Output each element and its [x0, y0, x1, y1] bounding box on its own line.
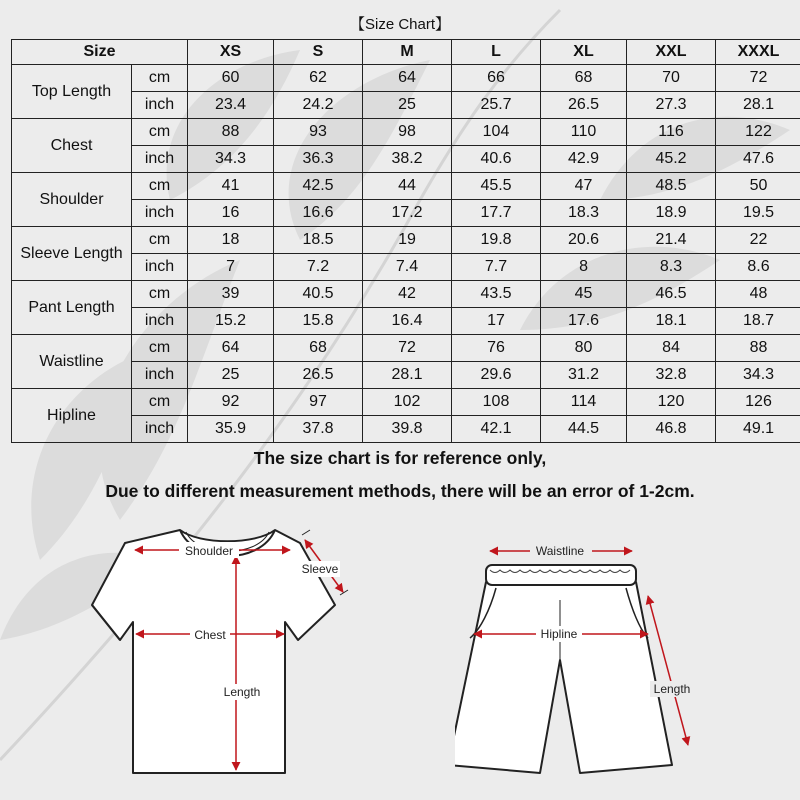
size-header: XXL: [627, 40, 716, 65]
table-cell: 41: [188, 173, 274, 200]
table-cell: 68: [541, 65, 627, 92]
unit-label: cm: [132, 119, 188, 146]
table-cell: 8.6: [716, 254, 800, 281]
table-cell: 19.5: [716, 200, 800, 227]
table-cell: 104: [452, 119, 541, 146]
hipline-label: Hipline: [540, 627, 578, 641]
table-cell: 27.3: [627, 92, 716, 119]
measurement-label: Chest: [12, 119, 132, 173]
table-cell: 84: [627, 335, 716, 362]
table-cell: 28.1: [363, 362, 452, 389]
measurement-label: Waistline: [12, 335, 132, 389]
table-cell: 45: [541, 281, 627, 308]
table-cell: 7.4: [363, 254, 452, 281]
table-cell: 47: [541, 173, 627, 200]
table-cell: 68: [274, 335, 363, 362]
table-cell: 8.3: [627, 254, 716, 281]
table-cell: 16.6: [274, 200, 363, 227]
table-cell: 92: [188, 389, 274, 416]
tshirt-diagram: [80, 520, 370, 800]
table-cell: 28.1: [716, 92, 800, 119]
table-cell: 7.7: [452, 254, 541, 281]
tshirt-outline: [92, 530, 335, 773]
unit-label: inch: [132, 362, 188, 389]
table-cell: 42.9: [541, 146, 627, 173]
size-header-row: [12, 40, 800, 65]
table-row: [12, 389, 800, 416]
table-cell: 36.3: [274, 146, 363, 173]
chest-label: Chest: [194, 628, 226, 642]
unit-label: inch: [132, 416, 188, 443]
table-cell: 18.9: [627, 200, 716, 227]
table-row: [12, 227, 800, 254]
table-cell: 26.5: [541, 92, 627, 119]
table-cell: 20.6: [541, 227, 627, 254]
table-cell: 62: [274, 65, 363, 92]
table-cell: 22: [716, 227, 800, 254]
size-header: S: [274, 40, 363, 65]
table-cell: 25: [363, 92, 452, 119]
unit-label: inch: [132, 254, 188, 281]
measurement-label: Top Length: [12, 65, 132, 119]
unit-label: cm: [132, 335, 188, 362]
table-cell: 102: [363, 389, 452, 416]
shorts-length-label: Length: [653, 682, 691, 696]
table-cell: 23.4: [188, 92, 274, 119]
table-cell: 48: [716, 281, 800, 308]
table-cell: 44: [363, 173, 452, 200]
table-cell: 49.1: [716, 416, 800, 443]
table-cell: 108: [452, 389, 541, 416]
table-cell: 72: [363, 335, 452, 362]
unit-label: cm: [132, 173, 188, 200]
measurement-label: Hipline: [12, 389, 132, 443]
table-cell: 19.8: [452, 227, 541, 254]
table-cell: 7.2: [274, 254, 363, 281]
table-cell: 31.2: [541, 362, 627, 389]
unit-label: cm: [132, 389, 188, 416]
measurement-label: Shoulder: [12, 173, 132, 227]
table-cell: 43.5: [452, 281, 541, 308]
table-cell: 70: [627, 65, 716, 92]
table-cell: 88: [716, 335, 800, 362]
length-label: Length: [223, 685, 261, 699]
table-cell: 38.2: [363, 146, 452, 173]
table-cell: 18: [188, 227, 274, 254]
sleeve-label: Sleeve: [301, 562, 339, 576]
table-cell: 18.7: [716, 308, 800, 335]
table-row: [12, 335, 800, 362]
table-cell: 34.3: [716, 362, 800, 389]
table-cell: 18.1: [627, 308, 716, 335]
table-cell: 98: [363, 119, 452, 146]
size-header: M: [363, 40, 452, 65]
size-corner-label: Size: [12, 40, 188, 65]
table-cell: 50: [716, 173, 800, 200]
table-cell: 17.6: [541, 308, 627, 335]
table-cell: 7: [188, 254, 274, 281]
size-header: XS: [188, 40, 274, 65]
unit-label: cm: [132, 281, 188, 308]
size-header: XL: [541, 40, 627, 65]
table-row: [12, 281, 800, 308]
unit-label: inch: [132, 146, 188, 173]
table-cell: 64: [363, 65, 452, 92]
table-cell: 46.5: [627, 281, 716, 308]
table-cell: 8: [541, 254, 627, 281]
table-cell: 114: [541, 389, 627, 416]
table-cell: 37.8: [274, 416, 363, 443]
table-cell: 25: [188, 362, 274, 389]
table-cell: 21.4: [627, 227, 716, 254]
table-cell: 17: [452, 308, 541, 335]
table-cell: 15.8: [274, 308, 363, 335]
table-cell: 17.2: [363, 200, 452, 227]
table-cell: 18.5: [274, 227, 363, 254]
table-cell: 16.4: [363, 308, 452, 335]
table-cell: 35.9: [188, 416, 274, 443]
table-cell: 42.5: [274, 173, 363, 200]
shoulder-label: Shoulder: [184, 544, 234, 558]
table-cell: 19: [363, 227, 452, 254]
table-cell: 116: [627, 119, 716, 146]
table-cell: 18.3: [541, 200, 627, 227]
table-cell: 45.5: [452, 173, 541, 200]
chart-title: 【Size Chart】: [349, 16, 451, 33]
table-cell: 122: [716, 119, 800, 146]
table-cell: 42.1: [452, 416, 541, 443]
size-table: [11, 39, 800, 443]
table-cell: 72: [716, 65, 800, 92]
table-cell: 45.2: [627, 146, 716, 173]
table-cell: 88: [188, 119, 274, 146]
shorts-diagram: [455, 535, 705, 785]
table-cell: 29.6: [452, 362, 541, 389]
table-cell: 64: [188, 335, 274, 362]
table-cell: 110: [541, 119, 627, 146]
reference-note: The size chart is for reference only,: [253, 448, 547, 468]
table-cell: 25.7: [452, 92, 541, 119]
measurement-label: Sleeve Length: [12, 227, 132, 281]
table-cell: 34.3: [188, 146, 274, 173]
table-cell: 17.7: [452, 200, 541, 227]
table-cell: 97: [274, 389, 363, 416]
table-cell: 76: [452, 335, 541, 362]
table-cell: 40.5: [274, 281, 363, 308]
table-cell: 46.8: [627, 416, 716, 443]
table-cell: 39.8: [363, 416, 452, 443]
unit-label: cm: [132, 65, 188, 92]
table-row: [12, 65, 800, 92]
size-header: XXXL: [716, 40, 800, 65]
measurement-label: Pant Length: [12, 281, 132, 335]
table-cell: 48.5: [627, 173, 716, 200]
table-cell: 40.6: [452, 146, 541, 173]
table-cell: 60: [188, 65, 274, 92]
table-cell: 16: [188, 200, 274, 227]
size-header: L: [452, 40, 541, 65]
table-cell: 32.8: [627, 362, 716, 389]
table-cell: 120: [627, 389, 716, 416]
unit-label: inch: [132, 200, 188, 227]
table-cell: 26.5: [274, 362, 363, 389]
table-cell: 126: [716, 389, 800, 416]
table-row: [12, 173, 800, 200]
table-cell: 93: [274, 119, 363, 146]
table-cell: 39: [188, 281, 274, 308]
error-note: Due to different measurement methods, there will be an error of 1-2cm.: [105, 481, 695, 501]
table-cell: 24.2: [274, 92, 363, 119]
table-cell: 15.2: [188, 308, 274, 335]
waistline-label: Waistline: [535, 544, 585, 558]
waistband: [486, 565, 636, 585]
table-cell: 80: [541, 335, 627, 362]
table-row: [12, 119, 800, 146]
table-cell: 44.5: [541, 416, 627, 443]
unit-label: cm: [132, 227, 188, 254]
unit-label: inch: [132, 308, 188, 335]
table-cell: 42: [363, 281, 452, 308]
table-cell: 47.6: [716, 146, 800, 173]
unit-label: inch: [132, 92, 188, 119]
table-cell: 66: [452, 65, 541, 92]
